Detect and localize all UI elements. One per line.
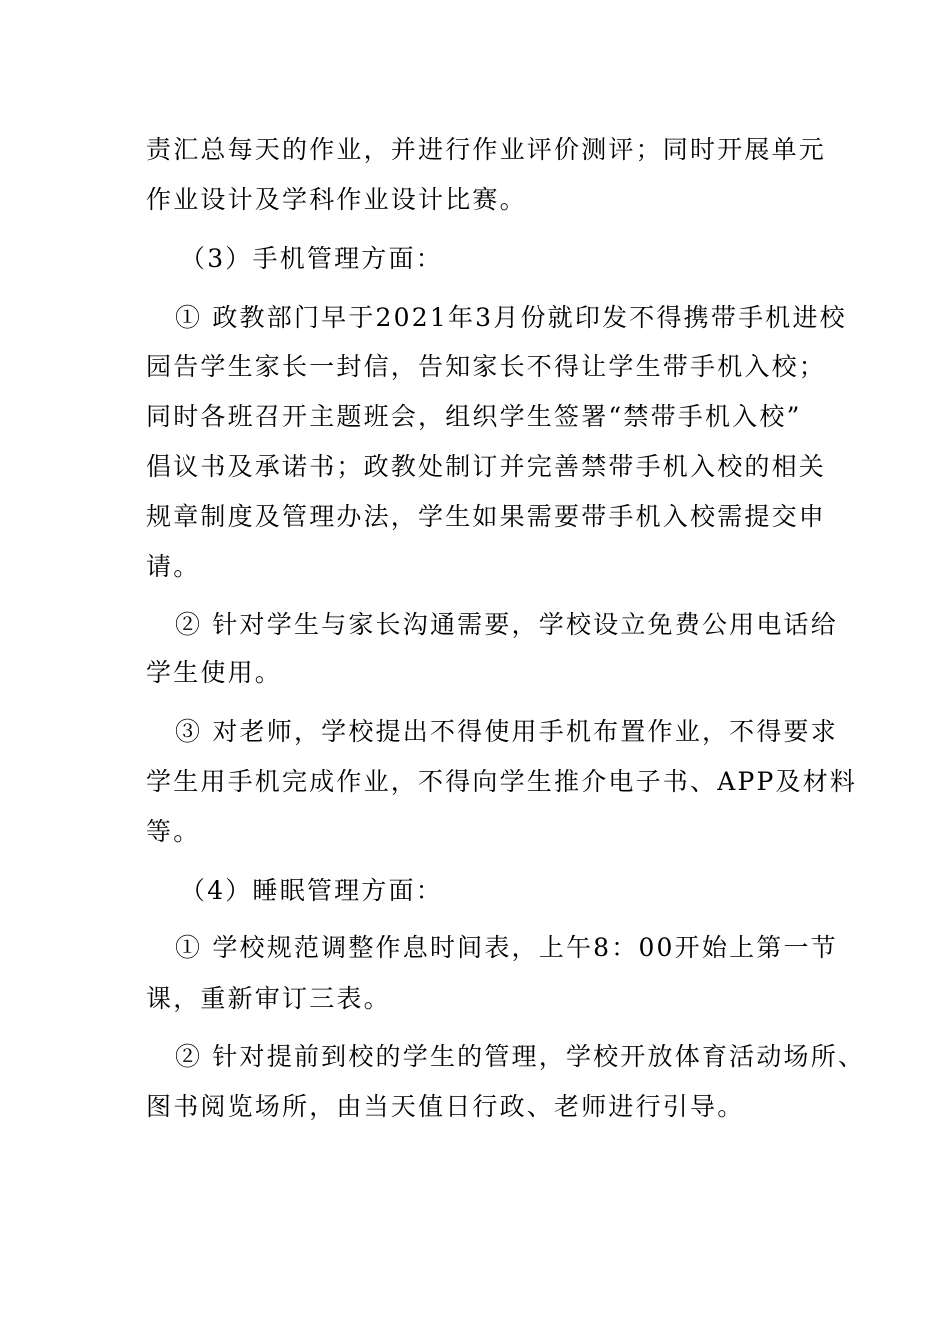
paragraph-line: 同时各班召开主题班会，组织学生签署“禁带手机入校” bbox=[146, 402, 802, 431]
section-heading-sleep: （4）睡眠管理方面： bbox=[180, 876, 443, 905]
paragraph-line: ① 政教部门早于2021年3月份就印发不得携带手机进校 bbox=[175, 303, 847, 332]
paragraph-line: 请。 bbox=[146, 552, 201, 581]
paragraph-line: ② 针对学生与家长沟通需要，学校设立免费公用电话给 bbox=[175, 610, 838, 639]
paragraph-line: 责汇总每天的作业，并进行作业评价测评；同时开展单元 bbox=[146, 135, 827, 164]
paragraph-line: 倡议书及承诺书；政教处制订并完善禁带手机入校的相关 bbox=[146, 452, 827, 481]
paragraph-line: 学生使用。 bbox=[146, 658, 283, 687]
paragraph-line: ① 学校规范调整作息时间表，上午8：00开始上第一节 bbox=[175, 933, 838, 962]
paragraph-line: 规章制度及管理办法，学生如果需要带手机入校需提交申 bbox=[146, 502, 827, 531]
paragraph-line: 学生用手机完成作业，不得向学生推介电子书、APP及材料 bbox=[146, 767, 858, 796]
paragraph-line: 课，重新审订三表。 bbox=[146, 984, 391, 1013]
paragraph-line: 作业设计及学科作业设计比赛。 bbox=[146, 185, 527, 214]
paragraph-line: 等。 bbox=[146, 817, 201, 846]
paragraph-line: 园告学生家长一封信，告知家长不得让学生带手机入校； bbox=[146, 352, 827, 381]
section-heading-phone: （3）手机管理方面： bbox=[180, 244, 443, 273]
paragraph-line: 图书阅览场所，由当天值日行政、老师进行引导。 bbox=[146, 1092, 745, 1121]
paragraph-line: ③ 对老师，学校提出不得使用手机布置作业，不得要求 bbox=[175, 717, 838, 746]
paragraph-line: ② 针对提前到校的学生的管理，学校开放体育活动场所、 bbox=[175, 1042, 866, 1071]
